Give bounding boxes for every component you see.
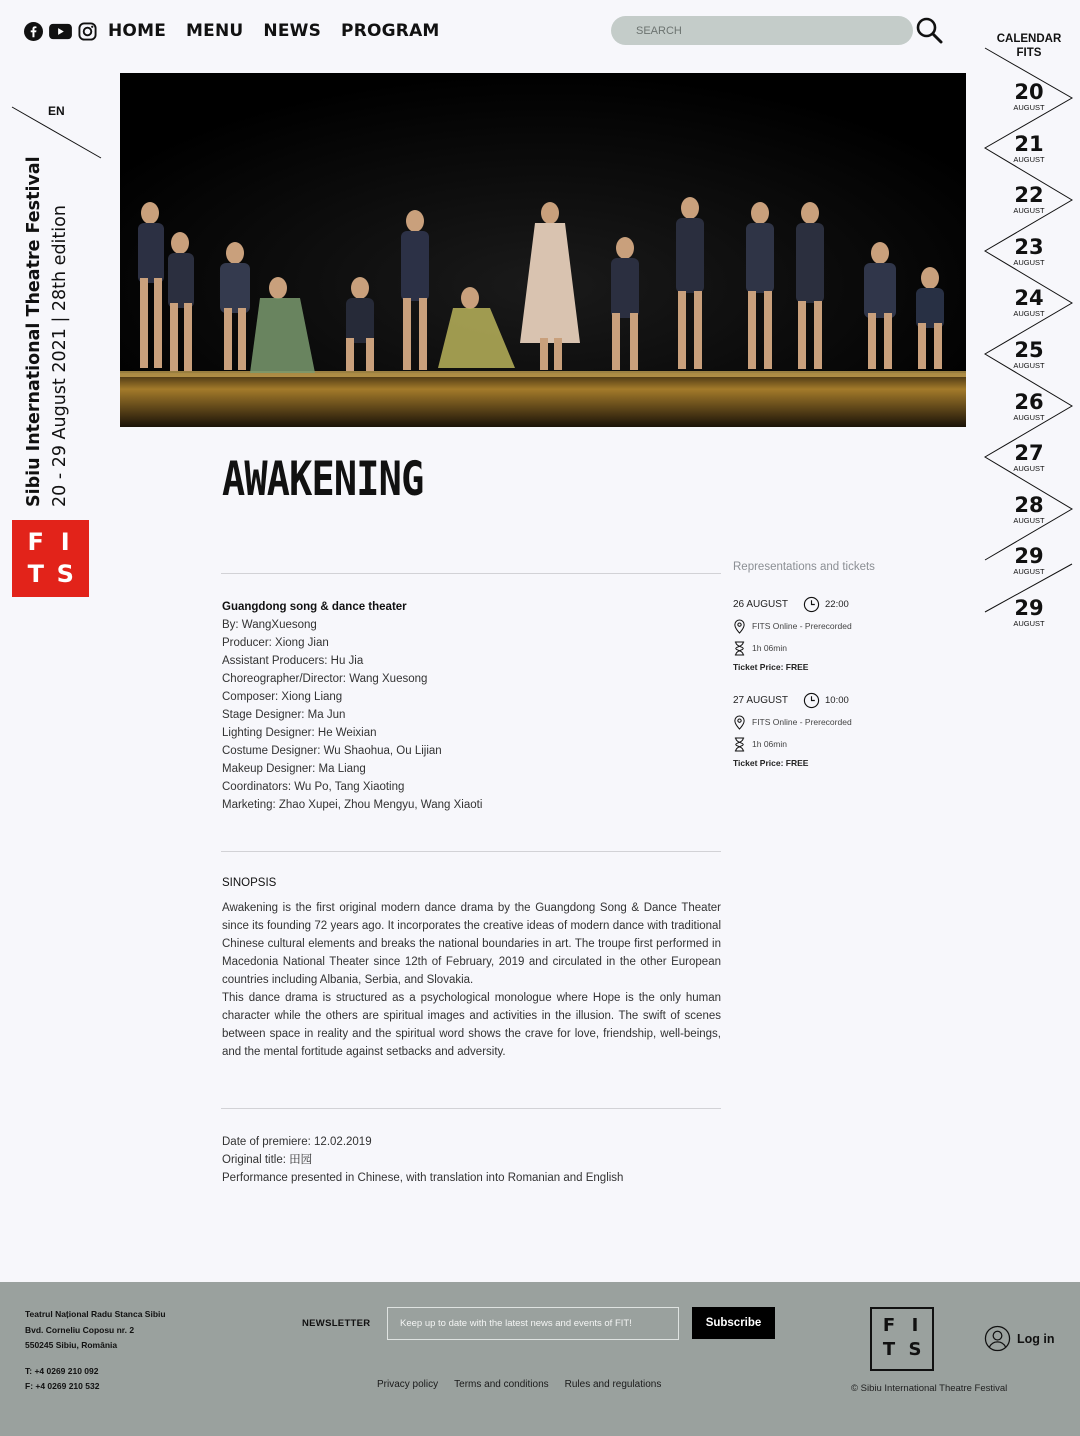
footer-links (377, 1379, 661, 1390)
location-pin-icon (733, 619, 746, 634)
rep-duration: 1h 06min (752, 739, 787, 749)
nav-home[interactable]: HOME (108, 21, 167, 41)
hourglass-icon (733, 641, 746, 656)
calendar-day-month: AUGUST (1013, 206, 1045, 216)
synopsis-text (222, 899, 721, 1061)
fits-logo[interactable] (12, 520, 89, 597)
credit-line: Lighting Designer: He Weixian (222, 727, 377, 739)
subscribe-button[interactable]: Subscribe (692, 1307, 775, 1339)
credit-line: Costume Designer: Wu Shaohua, Ou Lijian (222, 745, 442, 757)
rep-price: Ticket Price: FREE (733, 758, 809, 768)
fax: F: +4 0269 210 532 (25, 1381, 100, 1391)
address-line: 550245 Sibiu, România (25, 1340, 118, 1350)
show-meta (222, 1133, 623, 1187)
calendar-day[interactable] (1004, 598, 1054, 628)
logo-letter: I (911, 1315, 919, 1336)
representation-item[interactable] (733, 689, 933, 768)
nav-news[interactable]: NEWS (263, 21, 322, 41)
nav-menu[interactable]: MENU (186, 21, 244, 41)
credit-line: By: WangXuesong (222, 619, 317, 631)
calendar-day-number: 27 (1014, 441, 1044, 466)
copyright: © Sibiu International Theatre Festival (851, 1383, 1008, 1394)
festival-name: Sibiu International Theatre Festival (24, 156, 44, 507)
divider (221, 1108, 721, 1109)
divider-line (10, 105, 104, 161)
calendar-day[interactable] (1004, 443, 1054, 473)
calendar-day-number: 25 (1014, 338, 1044, 362)
phone[interactable]: T: +4 0269 210 092 (25, 1365, 99, 1376)
calendar-day[interactable] (1004, 131, 1054, 164)
synopsis-paragraph: This dance drama is structured as a psychological monologue where Hope is the only human character while the others are spiritual images and activities in the illusion. The swift of scenes between space in reality and the spiritual word shows the crave for love, friendship, well-beings, and the mental fortitude against setbacks and adversity. (222, 992, 721, 1058)
address-line: Teatrul Național Radu Stanca Sibiu (25, 1309, 166, 1319)
premiere-date: Date of premiere: 12.02.2019 (222, 1136, 372, 1148)
rules-link[interactable]: Rules and regulations (564, 1379, 662, 1390)
user-icon (984, 1325, 1011, 1352)
calendar-day-month: AUGUST (1013, 309, 1045, 319)
calendar-day-month: AUGUST (1013, 257, 1045, 267)
calendar-day-number: 23 (1014, 234, 1044, 259)
credit-line: Producer: Xiong Jian (222, 637, 329, 649)
language-switch[interactable]: EN (48, 104, 65, 118)
clock-icon (803, 596, 820, 613)
original-title: Original title: 田园 (222, 1154, 313, 1166)
calendar-day[interactable] (1004, 492, 1054, 525)
calendar-day-month: AUGUST (1013, 515, 1045, 525)
calendar-day-month: AUGUST (1013, 103, 1045, 112)
calendar-day-month: AUGUST (1013, 412, 1045, 422)
rep-price: Ticket Price: FREE (733, 662, 809, 672)
language-note: Performance presented in Chinese, with translation into Romanian and English (222, 1172, 624, 1184)
calendar-day-month: AUGUST (1013, 619, 1045, 628)
divider (221, 573, 721, 574)
synopsis-paragraph: Awakening is the first original modern dance drama by the Guangdong Song & Dance Theater since its founding 72 years ago. It incorporates the creative ideas of modern dance with traditional Chinese cultural elements and breaks the national boundaries in art. The troupe first performed in Macedonia National Theater since 12th of February, 2019 and circulated in the other European countries including Albania, Serbia, and Slovakia. (222, 902, 721, 986)
login-label: Log in (1017, 1331, 1055, 1346)
calendar-day-number: 20 (1014, 80, 1044, 104)
newsletter-label: NEWSLETTER (302, 1318, 371, 1329)
rep-venue: FITS Online - Prerecorded (752, 621, 852, 631)
representations-heading: Representations and tickets (733, 561, 875, 573)
logo-letter: F (882, 1315, 896, 1336)
logo-letter: S (56, 559, 74, 588)
search-input[interactable] (611, 16, 913, 45)
synopsis-heading: SINOPSIS (222, 877, 277, 889)
calendar-day-month: AUGUST (1013, 361, 1045, 370)
footer-logo[interactable] (870, 1307, 934, 1371)
facebook-icon[interactable] (24, 22, 43, 41)
calendar-day-number: 28 (1014, 492, 1044, 517)
search-icon[interactable] (915, 16, 943, 44)
calendar-day-month: AUGUST (1013, 567, 1045, 577)
hourglass-icon (733, 737, 746, 752)
festival-vertical-label (22, 156, 72, 507)
footer-address (25, 1307, 166, 1395)
calendar-day[interactable] (1004, 389, 1054, 422)
credit-line: Assistant Producers: Hu Jia (222, 655, 364, 667)
top-nav (24, 18, 440, 44)
calendar-title-line: FITS (1016, 47, 1042, 59)
calendar-day-month: AUGUST (1013, 464, 1045, 474)
company-name: Guangdong song & dance theater (222, 601, 407, 613)
youtube-icon[interactable] (49, 22, 72, 41)
logo-letter: T (882, 1339, 896, 1360)
credits (222, 598, 722, 814)
calendar-day[interactable] (1004, 185, 1054, 215)
logo-letter: T (27, 559, 44, 588)
rep-venue: FITS Online - Prerecorded (752, 717, 852, 727)
credit-line: Composer: Xiong Liang (222, 691, 343, 703)
calendar-day[interactable] (1004, 234, 1054, 267)
credit-line: Choreographer/Director: Wang Xuesong (222, 673, 428, 685)
calendar-day-number: 29 (1014, 544, 1044, 569)
clock-icon (803, 692, 820, 709)
calendar-day[interactable] (1004, 546, 1054, 576)
calendar-day-number: 29 (1014, 596, 1044, 620)
nav-program[interactable]: PROGRAM (341, 21, 440, 41)
address-line (25, 1354, 166, 1364)
address-line: Bvd. Corneliu Coposu nr. 2 (25, 1324, 135, 1335)
logo-letter: F (27, 528, 44, 556)
calendar-day-number: 22 (1014, 183, 1044, 208)
newsletter-input[interactable] (387, 1307, 679, 1340)
festival-edition: 20 - 29 August 2021 | 28th edition (50, 205, 70, 507)
representation-item[interactable] (733, 593, 933, 672)
calendar-title-line: CALENDAR (996, 33, 1062, 45)
calendar-day[interactable] (1004, 288, 1054, 318)
rep-date: 27 AUGUST (733, 694, 789, 706)
credit-line: Makeup Designer: Ma Liang (222, 763, 366, 775)
hero-image (120, 73, 966, 427)
login-button[interactable] (984, 1325, 1055, 1352)
privacy-policy-link[interactable]: Privacy policy (377, 1379, 439, 1390)
page-title: AWAKENING (222, 452, 424, 507)
calendar-day[interactable] (1004, 82, 1054, 112)
credit-line: Coordinators: Wu Po, Tang Xiaoting (222, 781, 405, 793)
calendar-day-number: 21 (1014, 131, 1044, 156)
rep-duration: 1h 06min (752, 643, 787, 653)
logo-letter: S (908, 1339, 922, 1360)
divider (221, 851, 721, 852)
location-pin-icon (733, 715, 746, 730)
calendar-day-number: 26 (1014, 389, 1044, 414)
calendar-day[interactable] (1004, 340, 1054, 370)
instagram-icon[interactable] (78, 22, 97, 41)
credit-line: Marketing: Zhao Xupei, Zhou Mengyu, Wang Xiaoti (222, 799, 483, 811)
calendar-day-month: AUGUST (1013, 154, 1045, 164)
logo-letter: I (60, 528, 70, 556)
rep-time: 22:00 (825, 598, 849, 610)
rep-time: 10:00 (825, 694, 849, 706)
calendar-day-number: 24 (1014, 286, 1044, 311)
terms-link[interactable]: Terms and conditions (454, 1379, 549, 1390)
credit-line: Stage Designer: Ma Jun (222, 709, 346, 721)
rep-date: 26 AUGUST (733, 598, 789, 610)
